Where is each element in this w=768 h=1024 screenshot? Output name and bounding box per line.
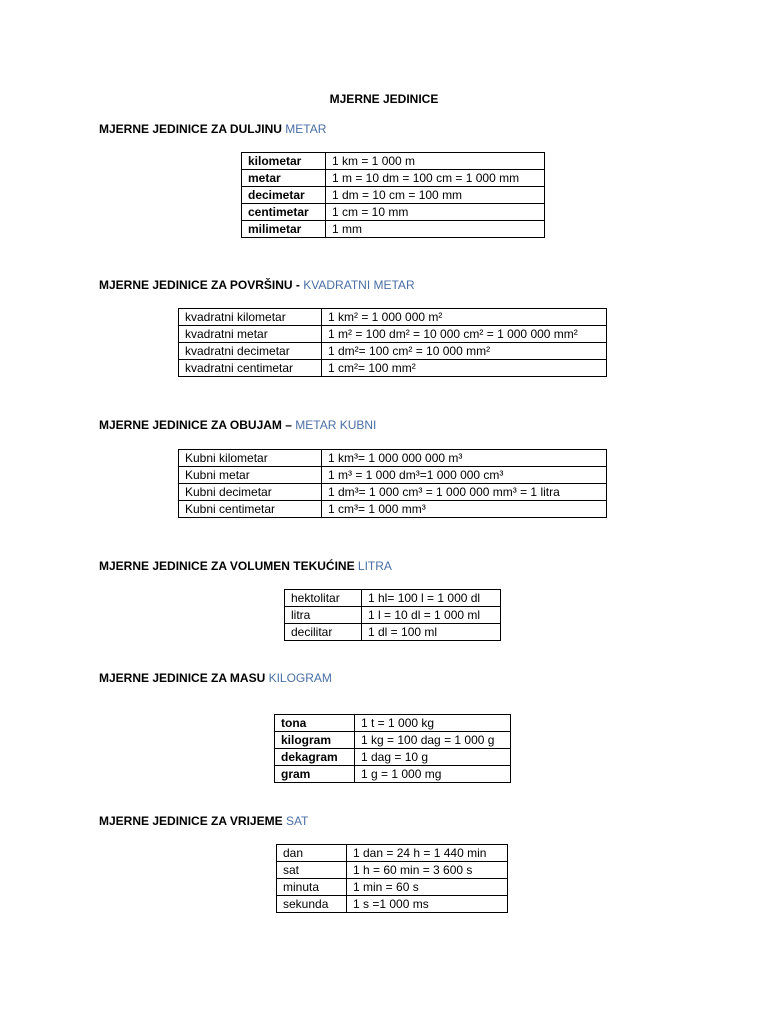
table-row	[285, 607, 501, 624]
unit-value-cell: 1 cm²= 100 mm²	[322, 360, 607, 377]
time-units-table	[276, 844, 508, 913]
unit-value-cell: 1 g = 1 000 mg	[355, 766, 511, 783]
unit-name-cell: Kubni metar	[179, 467, 322, 484]
mass-units-table	[274, 714, 511, 783]
section-heading-volume	[99, 418, 376, 432]
table-row	[179, 309, 607, 326]
unit-name-cell: kilometar	[242, 153, 326, 170]
unit-name-cell: dan	[277, 845, 347, 862]
unit-name-cell: milimetar	[242, 221, 326, 238]
unit-value-cell: 1 km³= 1 000 000 000 m³	[322, 450, 607, 467]
unit-value-cell: 1 h = 60 min = 3 600 s	[347, 862, 508, 879]
table-row	[242, 204, 545, 221]
unit-value-cell: 1 s =1 000 ms	[347, 896, 508, 913]
table-row	[285, 590, 501, 607]
unit-value-cell: 1 m³ = 1 000 dm³=1 000 000 cm³	[322, 467, 607, 484]
unit-value-cell: 1 cm³= 1 000 mm³	[322, 501, 607, 518]
section-heading-accent: LITRA	[357, 559, 392, 573]
unit-name-cell: kvadratni centimetar	[179, 360, 322, 377]
volume-units-table	[178, 449, 607, 518]
unit-name-cell: centimetar	[242, 204, 326, 221]
unit-value-cell: 1 kg = 100 dag = 1 000 g	[355, 732, 511, 749]
liquid-units-table	[284, 589, 501, 641]
section-heading-accent: METAR KUBNI	[295, 418, 377, 432]
unit-name-cell: Kubni kilometar	[179, 450, 322, 467]
unit-name-cell: sat	[277, 862, 347, 879]
table-row	[275, 766, 511, 783]
table-row	[179, 360, 607, 377]
unit-name-cell: sekunda	[277, 896, 347, 913]
section-heading-text: MJERNE JEDINICE ZA MASU	[99, 671, 269, 685]
unit-value-cell: 1 hl= 100 l = 1 000 dl	[362, 590, 501, 607]
unit-value-cell: 1 mm	[326, 221, 545, 238]
table-row	[277, 879, 508, 896]
section-heading-liquid	[99, 559, 392, 573]
unit-value-cell: 1 dl = 100 ml	[362, 624, 501, 641]
unit-value-cell: 1 dm³= 1 000 cm³ = 1 000 000 mm³ = 1 litra	[322, 484, 607, 501]
section-heading-accent: KILOGRAM	[268, 671, 332, 685]
unit-name-cell: decilitar	[285, 624, 362, 641]
unit-name-cell: Kubni decimetar	[179, 484, 322, 501]
table-row	[179, 501, 607, 518]
unit-value-cell: 1 km² = 1 000 000 m²	[322, 309, 607, 326]
unit-name-cell: kvadratni decimetar	[179, 343, 322, 360]
unit-value-cell: 1 dm = 10 cm = 100 mm	[326, 187, 545, 204]
unit-name-cell: minuta	[277, 879, 347, 896]
unit-name-cell: litra	[285, 607, 362, 624]
unit-name-cell: kilogram	[275, 732, 355, 749]
unit-name-cell: dekagram	[275, 749, 355, 766]
unit-name-cell: gram	[275, 766, 355, 783]
length-units-table	[241, 152, 545, 238]
section-heading-text: MJERNE JEDINICE ZA VOLUMEN TEKUĆINE	[99, 559, 358, 573]
table-row	[275, 715, 511, 732]
area-units-table	[178, 308, 607, 377]
section-heading-area	[99, 278, 415, 292]
table-row	[277, 845, 508, 862]
unit-name-cell: tona	[275, 715, 355, 732]
unit-value-cell: 1 m = 10 dm = 100 cm = 1 000 mm	[326, 170, 545, 187]
unit-name-cell: Kubni centimetar	[179, 501, 322, 518]
section-heading-time	[99, 814, 308, 828]
table-row	[179, 467, 607, 484]
unit-name-cell: kvadratni kilometar	[179, 309, 322, 326]
table-row	[277, 896, 508, 913]
table-row	[179, 450, 607, 467]
unit-value-cell: 1 m² = 100 dm² = 10 000 cm² = 1 000 000 mm²	[322, 326, 607, 343]
unit-name-cell: hektolitar	[285, 590, 362, 607]
table-row	[242, 187, 545, 204]
unit-value-cell: 1 t = 1 000 kg	[355, 715, 511, 732]
unit-name-cell: kvadratni metar	[179, 326, 322, 343]
table-row	[242, 221, 545, 238]
section-heading-text: MJERNE JEDINICE ZA DULJINU	[99, 122, 286, 136]
table-row	[242, 170, 545, 187]
table-row	[179, 343, 607, 360]
section-heading-text: MJERNE JEDINICE ZA VRIJEME	[99, 814, 286, 828]
section-heading-mass	[99, 671, 332, 685]
page-title: MJERNE JEDINICE	[329, 92, 439, 106]
unit-value-cell: 1 min = 60 s	[347, 879, 508, 896]
section-heading-accent: METAR	[285, 122, 327, 136]
table-row	[179, 326, 607, 343]
table-row	[179, 484, 607, 501]
table-row	[277, 862, 508, 879]
unit-name-cell: metar	[242, 170, 326, 187]
unit-value-cell: 1 km = 1 000 m	[326, 153, 545, 170]
unit-value-cell: 1 dm²= 100 cm² = 10 000 mm²	[322, 343, 607, 360]
unit-value-cell: 1 l = 10 dl = 1 000 ml	[362, 607, 501, 624]
unit-name-cell: decimetar	[242, 187, 326, 204]
table-row	[285, 624, 501, 641]
section-heading-accent: SAT	[285, 814, 309, 828]
table-row	[242, 153, 545, 170]
section-heading-length	[99, 122, 326, 136]
section-heading-text: MJERNE JEDINICE ZA POVRŠINU -	[99, 278, 304, 292]
unit-value-cell: 1 cm = 10 mm	[326, 204, 545, 221]
unit-value-cell: 1 dan = 24 h = 1 440 min	[347, 845, 508, 862]
table-row	[275, 749, 511, 766]
section-heading-text: MJERNE JEDINICE ZA OBUJAM –	[99, 418, 296, 432]
section-heading-accent: KVADRATNI METAR	[303, 278, 415, 292]
table-row	[275, 732, 511, 749]
unit-value-cell: 1 dag = 10 g	[355, 749, 511, 766]
